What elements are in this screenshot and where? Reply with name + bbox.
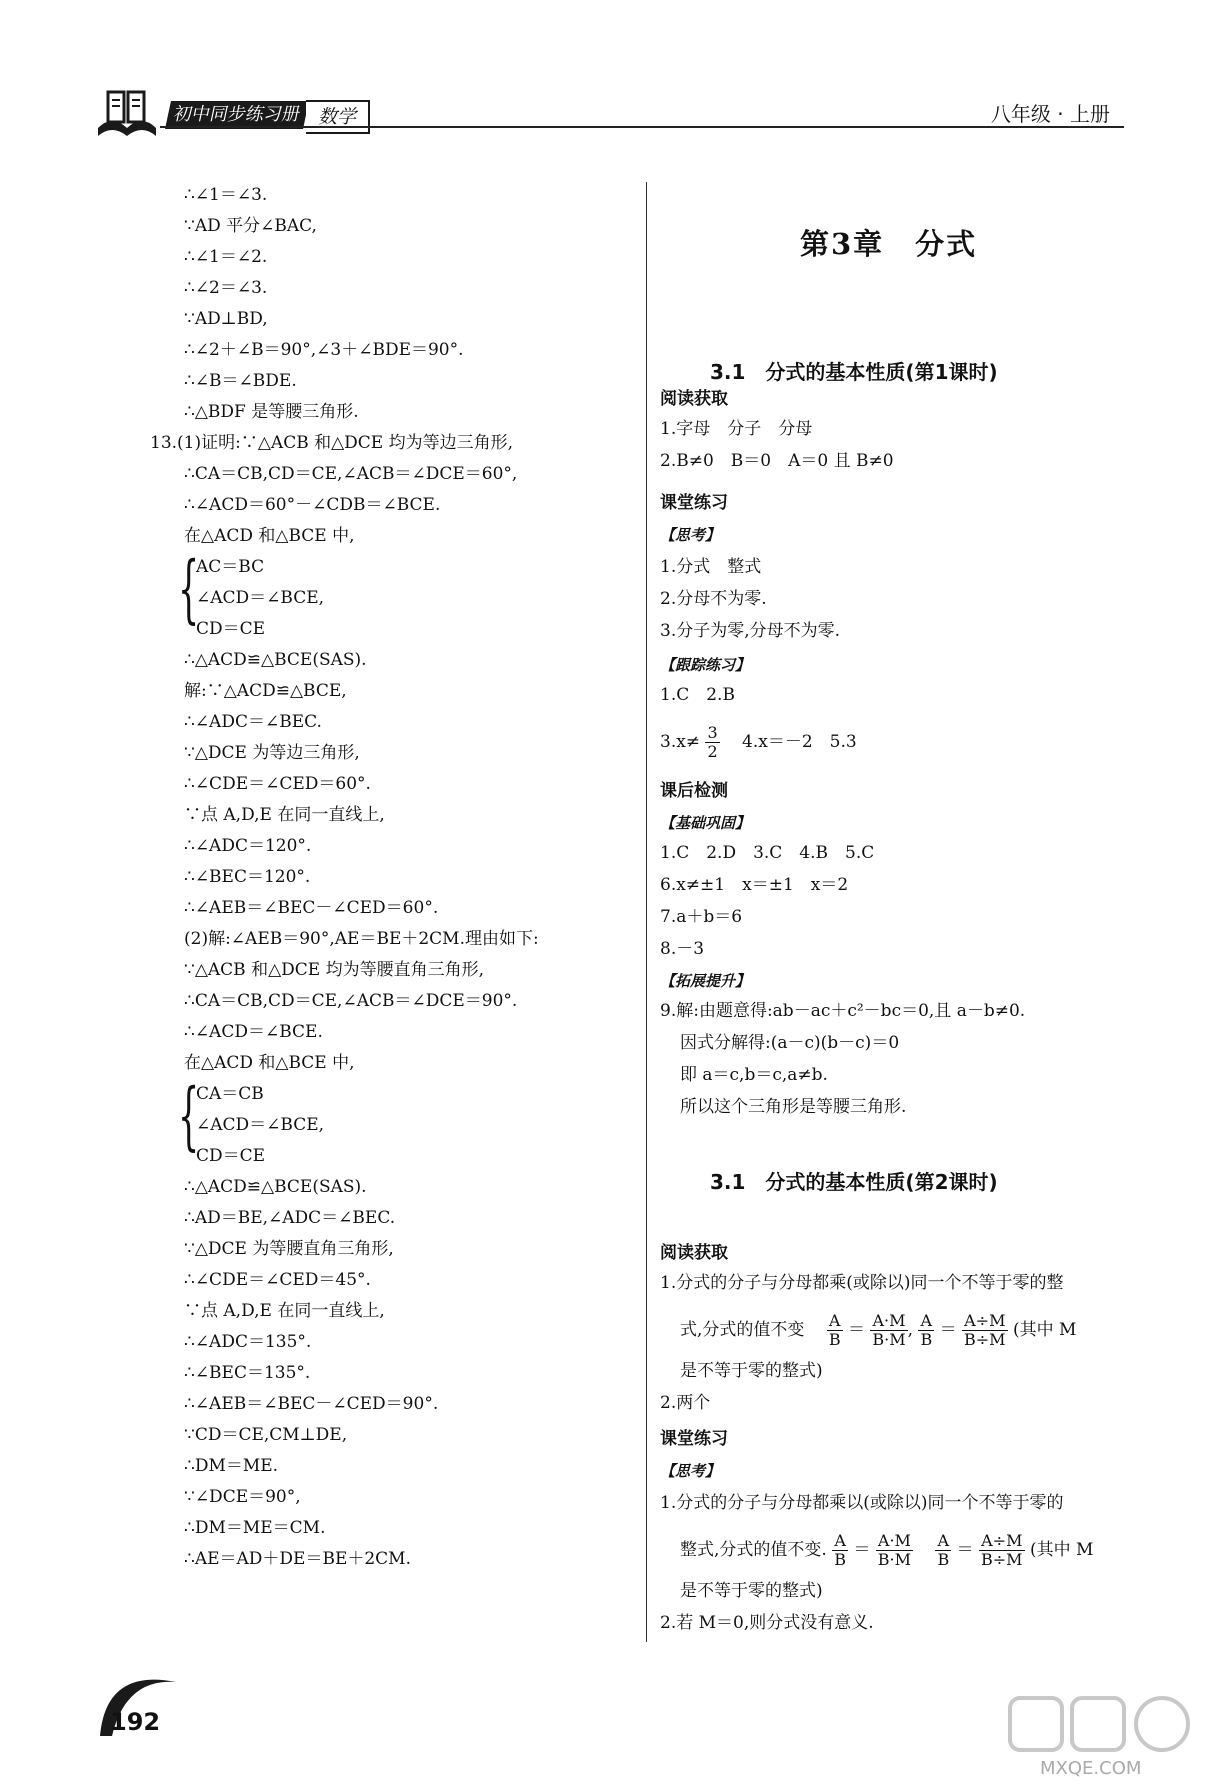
- solution-line: ∴CA＝CB,CD＝CE,∠ACB＝∠DCE＝90°.: [184, 991, 518, 1011]
- fraction-numerator: A·M: [876, 1532, 913, 1551]
- extension-tag: 【拓展提升】: [660, 972, 751, 990]
- after-class-heading: 课后检测: [660, 781, 728, 801]
- solution-line: ∵△ACB 和△DCE 均为等腰直角三角形,: [184, 960, 484, 980]
- fraction-numerator: 3: [707, 723, 718, 742]
- section-title: 3.1 分式的基本性质(第1课时): [710, 360, 998, 384]
- answer-line: 7.a＋b＝6: [660, 907, 743, 927]
- solution-line: ∴CA＝CB,CD＝CE,∠ACB＝∠DCE＝60°,: [184, 464, 518, 484]
- fraction-denominator: B: [920, 1330, 933, 1349]
- system-brace: {: [178, 1073, 200, 1159]
- fraction-numerator: A: [918, 1312, 934, 1331]
- answer-line: 1.分式 整式: [660, 557, 762, 577]
- reading-heading: 阅读获取: [660, 1243, 728, 1263]
- solution-line: ∵CD＝CE,CM⊥DE,: [184, 1425, 348, 1445]
- solution-line: ∵△DCE 为等边三角形,: [184, 743, 360, 763]
- think-tag: 【思考】: [660, 1462, 721, 1480]
- solution-line: ∴∠BEC＝135°.: [184, 1363, 311, 1383]
- fraction-numerator: A÷M: [962, 1312, 1008, 1331]
- answer-line: 是不等于零的整式): [680, 1361, 823, 1381]
- answer-line: 1.分式的分子与分母都乘以(或除以)同一个不等于零的: [660, 1493, 1064, 1513]
- system-line: ∠ACD＝∠BCE,: [196, 588, 325, 608]
- solution-line: ∵点 A,D,E 在同一直线上,: [184, 805, 385, 825]
- fraction-denominator: B: [828, 1330, 841, 1349]
- solution-line: 在△ACD 和△BCE 中,: [184, 526, 355, 546]
- solution-line: ∴△ACD≌△BCE(SAS).: [184, 1177, 367, 1197]
- part-2-heading: (2)解:∠AEB＝90°,AE＝BE＋2CM.理由如下:: [184, 929, 539, 949]
- solution-line: ∴△ACD≌△BCE(SAS).: [184, 650, 367, 670]
- solution-line: ∴AD＝BE,∠ADC＝∠BEC.: [184, 1208, 396, 1228]
- fraction-denominator: B: [937, 1550, 950, 1569]
- system-line: CD＝CE: [196, 1146, 266, 1166]
- answer-line-fraction: 整式,分式的值不变. $\frac{A}{B}$ ＝ $\frac{A\cdot M}{B\cdot M}$ $\frac{A}{B}$ ＝ $\frac{A\div M}{B\div M}$ (其中 M: [680, 1531, 1094, 1569]
- solution-line: ∴∠CDE＝∠CED＝60°.: [184, 774, 371, 794]
- class-practice-heading: 课堂练习: [660, 1429, 728, 1449]
- fraction: [962, 1312, 1008, 1349]
- answer-line: 2.两个: [660, 1393, 711, 1413]
- answer-line-fraction: [660, 724, 857, 761]
- page-header: [0, 0, 1206, 140]
- fraction-denominator: B·M: [877, 1550, 912, 1569]
- system-line: CD＝CE: [196, 619, 266, 639]
- section-title: 3.1 分式的基本性质(第2课时): [710, 1170, 998, 1194]
- fraction: [876, 1532, 913, 1569]
- solution-line: ∵∠DCE＝90°,: [184, 1487, 301, 1507]
- solution-line: ∴∠AEB＝∠BEC－∠CED＝60°.: [184, 898, 439, 918]
- answer-prefix: 整式,分式的值不变.: [680, 1540, 827, 1560]
- answer-suffix: (其中 M: [1012, 1320, 1077, 1340]
- fraction-denominator: B: [834, 1550, 846, 1569]
- answer-line: 所以这个三角形是等腰三角形.: [680, 1097, 907, 1117]
- fraction: [935, 1532, 951, 1569]
- solution-line: ∴∠2＝∠3.: [184, 278, 268, 298]
- solution-line: ∵点 A,D,E 在同一直线上,: [184, 1301, 385, 1321]
- basic-tag: 【基础巩固】: [660, 814, 751, 832]
- answer-line: 是不等于零的整式): [680, 1581, 823, 1601]
- answer-line: 1.字母 分子 分母: [660, 419, 813, 439]
- column-divider: [646, 182, 647, 1642]
- solution-line: ∴∠1＝∠2.: [184, 247, 268, 267]
- answer-prefix: 3.x≠: [660, 732, 701, 752]
- solution-line: ∴DM＝ME＝CM.: [184, 1518, 326, 1538]
- system-brace: {: [178, 546, 200, 632]
- answer-line: 因式分解得:(a－c)(b－c)＝0: [680, 1033, 900, 1053]
- answer-line: 8.－3: [660, 939, 705, 959]
- answer-line: 2.B≠0 B＝0 A＝0 且 B≠0: [660, 451, 894, 471]
- solution-line: ∴∠AEB＝∠BEC－∠CED＝90°.: [184, 1394, 439, 1414]
- fraction-numerator: A÷M: [979, 1532, 1025, 1551]
- fraction: [918, 1312, 934, 1349]
- solution-line: ∴DM＝ME.: [184, 1456, 279, 1476]
- solution-line: ∴∠2＋∠B＝90°,∠3＋∠BDE＝90°.: [184, 340, 464, 360]
- series-title: 初中同步练习册: [165, 101, 309, 129]
- answer-line: 2.分母不为零.: [660, 589, 767, 609]
- answer-suffix: 4.x＝－2 5.3: [725, 732, 857, 752]
- header-rule: [160, 126, 1124, 128]
- fraction-denominator: B÷M: [964, 1330, 1006, 1349]
- fraction-numerator: A: [832, 1532, 848, 1551]
- system-line: AC＝BC: [196, 557, 265, 577]
- solution-line: ∴∠ACD＝∠BCE.: [184, 1022, 323, 1042]
- solution-line: ∵AD 平分∠BAC,: [184, 216, 317, 236]
- solution-line: ∴∠ADC＝135°.: [184, 1332, 312, 1352]
- answer-prefix: 式,分式的值不变: [680, 1320, 822, 1340]
- solution-line: ∵AD⊥BD,: [184, 309, 268, 329]
- subject-label: 数学: [306, 100, 370, 134]
- class-practice-heading: 课堂练习: [660, 493, 728, 513]
- system-line: CA＝CB: [196, 1084, 264, 1104]
- fraction: [827, 1312, 843, 1349]
- fraction-numerator: A·M: [870, 1312, 907, 1331]
- think-tag: 【思考】: [660, 526, 721, 544]
- answer-line: 9.解:由题意得:ab－ac＋c²－bc＝0,且 a－b≠0.: [660, 1001, 1026, 1021]
- grade-label: 八年级 · 上册: [990, 102, 1110, 126]
- answer-line: 1.分式的分子与分母都乘(或除以)同一个不等于零的整: [660, 1273, 1064, 1293]
- fraction-denominator: 2: [707, 742, 718, 761]
- solution-line: ∴△BDF 是等腰三角形.: [184, 402, 359, 422]
- reading-heading: 阅读获取: [660, 389, 728, 409]
- page-number: 192: [110, 1708, 161, 1736]
- solution-line: ∴∠B＝∠BDE.: [184, 371, 297, 391]
- system-line: ∠ACD＝∠BCE,: [196, 1115, 325, 1135]
- solution-line: ∵△DCE 为等腰直角三角形,: [184, 1239, 394, 1259]
- answer-line: 1.C 2.B: [660, 685, 735, 705]
- fraction: [979, 1532, 1025, 1569]
- fraction-denominator: B·M: [872, 1330, 906, 1349]
- answer-line: 1.C 2.D 3.C 4.B 5.C: [660, 843, 875, 863]
- book-logo-icon: [92, 84, 162, 140]
- solution-line: ∴∠ADC＝120°.: [184, 836, 312, 856]
- answer-line: 2.若 M＝0,则分式没有意义.: [660, 1613, 874, 1633]
- answer-line: 3.分子为零,分母不为零.: [660, 621, 841, 641]
- solution-line: ∴∠CDE＝∠CED＝45°.: [184, 1270, 371, 1290]
- answer-line-fraction: 式,分式的值不变 $\frac{A}{B}$ ＝ $\frac{A\cdot M}{B\cdot M}$ , $\frac{A}{B}$ ＝ $\frac{A\div M}{B\div M}$ (其中 M: [680, 1311, 1077, 1349]
- chapter-title: 第3章 分式: [800, 227, 978, 261]
- fraction-numerator: A: [935, 1532, 951, 1551]
- fraction: [832, 1532, 848, 1569]
- solution-line: ∴∠BEC＝120°.: [184, 867, 311, 887]
- fraction: [705, 724, 719, 761]
- problem-13-heading: 13.(1)证明:∵△ACB 和△DCE 均为等边三角形,: [150, 433, 514, 453]
- solution-line: ∴∠ACD＝60°－∠CDB＝∠BCE.: [184, 495, 441, 515]
- solution-line: 解:∵△ACD≌△BCE,: [184, 681, 347, 701]
- fraction-numerator: A: [827, 1312, 843, 1331]
- answer-line: 即 a＝c,b＝c,a≠b.: [680, 1065, 828, 1085]
- solution-line: ∴AE＝AD＋DE＝BE＋2CM.: [184, 1549, 411, 1569]
- answer-suffix: (其中 M: [1029, 1540, 1094, 1560]
- solution-line: 在△ACD 和△BCE 中,: [184, 1053, 355, 1073]
- follow-practice-tag: 【跟踪练习】: [660, 656, 751, 674]
- solution-line: ∴∠1＝∠3.: [184, 185, 268, 205]
- answer-line: 6.x≠±1 x＝±1 x＝2: [660, 875, 849, 895]
- watermark-url: MXQE.COM: [1040, 1758, 1142, 1779]
- fraction-denominator: B÷M: [981, 1550, 1023, 1569]
- fraction: [870, 1312, 907, 1349]
- solution-line: ∴∠ADC＝∠BEC.: [184, 712, 322, 732]
